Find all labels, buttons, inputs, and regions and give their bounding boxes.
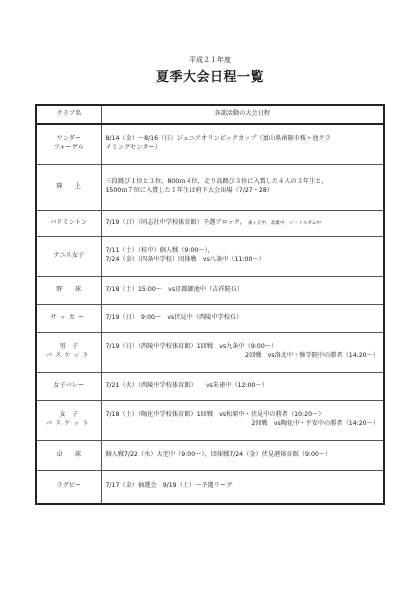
club-name: バドミントン bbox=[50, 218, 88, 226]
club-name: 野 球 bbox=[56, 285, 82, 293]
club-name: 女子バレー bbox=[53, 381, 85, 389]
table-header-row bbox=[36, 105, 384, 124]
club-name: サッカー bbox=[50, 313, 88, 321]
club-name: 男 子 bbox=[59, 343, 79, 351]
page-title: 夏季大会日程一覧 bbox=[155, 70, 264, 85]
schedule-cell bbox=[101, 236, 384, 276]
club-name-cell bbox=[36, 236, 101, 276]
schedule-line: 7/18（土）（陶化中学校体育館）1回戦 vs松原中・伏見中の勝者（10:20〜） bbox=[105, 411, 325, 419]
schedule-line: 7/19（日）（同志社中学校体育館）予選ブロック， bbox=[105, 218, 246, 226]
schedule-line: 7/11（土）（桂中）個人戦（9:00〜）， bbox=[105, 247, 214, 255]
club-name: 陸 上 bbox=[56, 182, 82, 190]
club-name: フォーゲル bbox=[53, 144, 84, 152]
table-row bbox=[36, 372, 384, 400]
schedule-line: 2回戦 vs陶化中・平安中の勝者（14:20〜） bbox=[251, 420, 379, 427]
year-heading: 平成２１年度 bbox=[189, 56, 231, 64]
club-name-cell bbox=[36, 332, 101, 372]
schedule-line: 8/14（金）〜8/16（日）ジュニアオリンピックカップ（富山県南砺市桜ヶ池クラ bbox=[105, 135, 331, 143]
schedule-line: 1500ｍ７位に入賞した１年生は府下大会出場（7/27・28） bbox=[105, 187, 273, 194]
club-name-cell bbox=[36, 304, 101, 332]
table-row bbox=[36, 304, 384, 332]
schedule-line: 7/18（土）15:00〜 vs京都御池中（吉祥院Ｇ） bbox=[105, 285, 244, 293]
club-name: ラグビー bbox=[56, 482, 81, 490]
schedule-cell bbox=[101, 276, 384, 304]
schedule-cell bbox=[101, 304, 384, 332]
schedule-line: 7/24（金）（四条中学校）団体戦 vs八条中（11:00〜） bbox=[105, 256, 265, 263]
schedule-line: 7/21（火）（西陵中学校体育館） vs朱雀中（12:00〜） bbox=[105, 381, 268, 389]
table-row bbox=[36, 236, 384, 276]
schedule-cell bbox=[101, 332, 384, 372]
club-name: バスケット bbox=[45, 420, 92, 427]
schedule-note: 東ヶ丘中、高雄中、ノートルダム中 bbox=[247, 220, 322, 226]
schedule-line: 7/19（日）（西陵中学校体育館）1回戦 vs九条中（9:00〜） bbox=[105, 343, 278, 351]
table-row bbox=[36, 164, 384, 210]
schedule-table bbox=[35, 104, 385, 505]
table-row bbox=[36, 210, 384, 236]
schedule-cell bbox=[101, 210, 384, 236]
header-schedule: 各部活動の大会日程 bbox=[101, 105, 384, 124]
club-name-cell bbox=[36, 210, 101, 236]
table-row bbox=[36, 276, 384, 304]
club-name: テニス女子 bbox=[53, 251, 85, 259]
club-name-cell bbox=[36, 164, 101, 210]
table-row bbox=[36, 440, 384, 470]
schedule-line: 7/17（金）抽選会 9/19（土）〜予選リーグ bbox=[105, 482, 233, 490]
club-name: ワンダー bbox=[56, 135, 81, 143]
schedule-cell bbox=[101, 164, 384, 210]
schedule-cell bbox=[101, 470, 384, 504]
schedule-line: 個人戦7/22（水）大宅中（9:00〜），団体戦7/24（金）伏見港体育館（9:00〜） bbox=[105, 450, 332, 458]
table-row bbox=[36, 124, 384, 164]
header-club: クラブ名 bbox=[36, 105, 101, 124]
club-name-cell bbox=[36, 276, 101, 304]
schedule-cell bbox=[101, 440, 384, 470]
club-name-cell bbox=[36, 124, 101, 164]
club-name-cell bbox=[36, 440, 101, 470]
club-name: バスケット bbox=[45, 352, 92, 359]
table-row bbox=[36, 332, 384, 372]
schedule-cell bbox=[101, 400, 384, 440]
club-name: 卓 球 bbox=[56, 450, 82, 458]
schedule-line: 2回戦 vs洛北中・修学院中の勝者（14:20〜） bbox=[245, 352, 379, 359]
schedule-line: イミングセンター） bbox=[105, 144, 161, 152]
club-name-cell bbox=[36, 400, 101, 440]
club-name-cell bbox=[36, 372, 101, 400]
schedule-cell bbox=[101, 124, 384, 164]
table-row bbox=[36, 400, 384, 440]
club-name-cell bbox=[36, 470, 101, 504]
schedule-cell bbox=[101, 372, 384, 400]
schedule-line: 7/19（日） 9:00〜 vs伏見中（西陵中学校Ｇ） bbox=[105, 313, 243, 321]
table-row bbox=[36, 470, 384, 504]
schedule-line: 三段跳び１位と３位，800ｍ４位，走り高跳び３位に入賞した４人の３年生と， bbox=[105, 178, 328, 186]
club-name: 女 子 bbox=[59, 411, 79, 419]
